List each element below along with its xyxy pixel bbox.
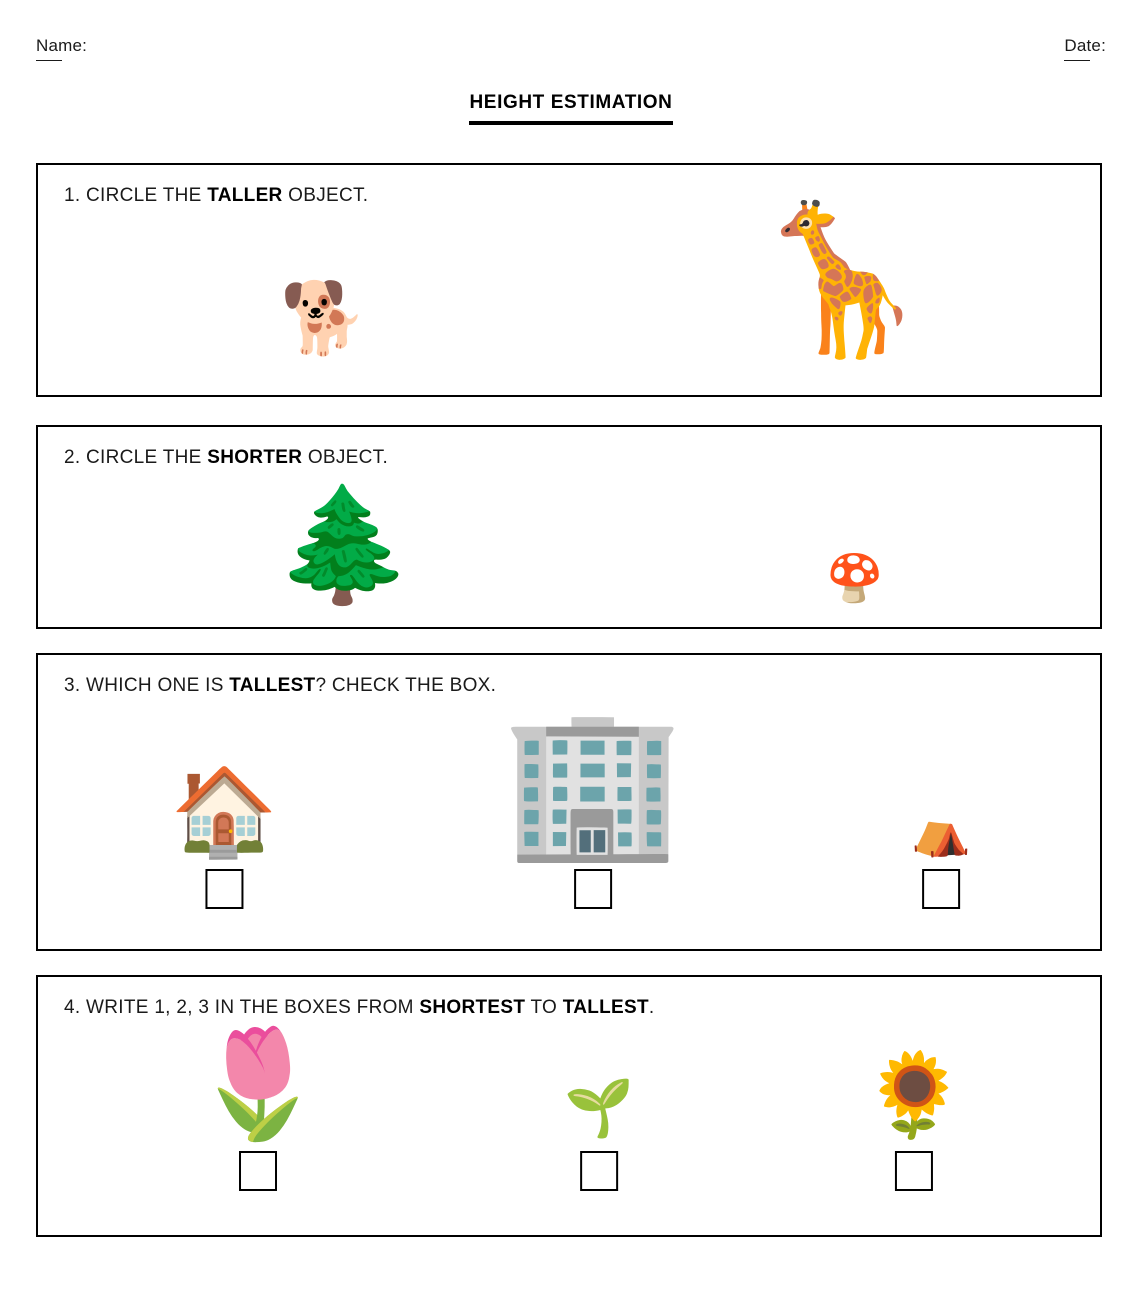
question-4-option-seedling[interactable] bbox=[564, 1076, 634, 1191]
question-4-keyword-shortest: SHORTEST bbox=[419, 997, 526, 1018]
seedling-emoji: 🌱 bbox=[564, 1076, 634, 1141]
question-2-prompt bbox=[64, 447, 388, 469]
page-title-container bbox=[0, 92, 1142, 125]
question-4-prompt-mid: TO bbox=[525, 997, 563, 1018]
tulip-emoji: 🌷 bbox=[192, 1022, 324, 1145]
question-3-checkbox-tent-wrap bbox=[911, 869, 971, 909]
question-4-objects bbox=[38, 1022, 1100, 1235]
question-3-prompt-pre: 3. WHICH ONE IS bbox=[64, 675, 230, 696]
question-2-prompt-pre: 2. CIRCLE THE bbox=[64, 447, 208, 468]
question-1-option-giraffe[interactable] bbox=[750, 195, 932, 365]
question-4-box-seedling-wrap bbox=[564, 1151, 634, 1191]
question-box-3 bbox=[36, 653, 1102, 951]
question-4-prompt-pre: 4. WRITE 1, 2, 3 IN THE BOXES FROM bbox=[64, 997, 420, 1018]
mushroom-emoji: 🍄 bbox=[826, 551, 884, 605]
question-4-box-sunflower-wrap bbox=[863, 1151, 965, 1191]
worksheet-header bbox=[36, 34, 1106, 64]
question-3-prompt bbox=[64, 675, 496, 697]
question-3-option-house[interactable] bbox=[170, 762, 278, 909]
question-2-option-tree[interactable] bbox=[274, 480, 414, 610]
question-4-prompt-post: . bbox=[648, 997, 655, 1018]
question-1-option-dog[interactable] bbox=[280, 277, 368, 359]
question-3-keyword: TALLEST bbox=[229, 675, 316, 696]
question-box-1 bbox=[36, 163, 1102, 397]
sunflower-emoji: 🌻 bbox=[862, 1048, 966, 1143]
question-box-4 bbox=[36, 975, 1102, 1237]
question-4-box-sunflower[interactable] bbox=[895, 1151, 933, 1191]
question-3-option-building[interactable] bbox=[502, 697, 684, 909]
house-emoji: 🏠 bbox=[170, 762, 278, 862]
giraffe-emoji: 🦒 bbox=[750, 195, 932, 365]
date-field-label: Date: bbox=[1064, 34, 1106, 58]
question-3-checkbox-tent[interactable] bbox=[922, 869, 960, 909]
tent-emoji: ⛺ bbox=[911, 803, 971, 859]
question-1-prompt-post: OBJECT. bbox=[282, 185, 369, 206]
question-4-box-tulip[interactable] bbox=[239, 1151, 277, 1191]
question-3-prompt-post: ? CHECK THE BOX. bbox=[315, 675, 497, 696]
question-2-objects bbox=[38, 480, 1100, 610]
question-3-option-tent[interactable] bbox=[911, 803, 971, 909]
question-3-objects bbox=[38, 697, 1100, 949]
question-3-checkbox-building-wrap bbox=[502, 869, 684, 909]
question-3-checkbox-house[interactable] bbox=[205, 869, 243, 909]
question-4-option-sunflower[interactable] bbox=[862, 1048, 966, 1191]
question-2-keyword: SHORTER bbox=[207, 447, 303, 468]
question-1-prompt-pre: 1. CIRCLE THE bbox=[64, 185, 208, 206]
name-field-label: Name: bbox=[36, 34, 87, 58]
question-3-checkbox-building[interactable] bbox=[574, 869, 612, 909]
question-box-2 bbox=[36, 425, 1102, 629]
page-title: HEIGHT ESTIMATION bbox=[469, 92, 672, 125]
question-3-checkbox-house-wrap bbox=[170, 869, 277, 909]
question-4-box-seedling[interactable] bbox=[580, 1151, 618, 1191]
question-4-box-tulip-wrap bbox=[192, 1151, 324, 1191]
dog-emoji: 🐕 bbox=[280, 277, 368, 359]
question-4-option-tulip[interactable] bbox=[192, 1022, 324, 1191]
question-1-keyword: TALLER bbox=[207, 185, 283, 206]
question-4-keyword-tallest: TALLEST bbox=[562, 997, 649, 1018]
question-2-option-mushroom[interactable] bbox=[826, 551, 884, 605]
evergreen-tree-emoji: 🌲 bbox=[274, 480, 414, 610]
office-building-emoji: 🏢 bbox=[502, 697, 684, 867]
question-4-prompt bbox=[64, 997, 655, 1019]
question-1-prompt bbox=[64, 185, 368, 207]
question-2-prompt-post: OBJECT. bbox=[302, 447, 389, 468]
